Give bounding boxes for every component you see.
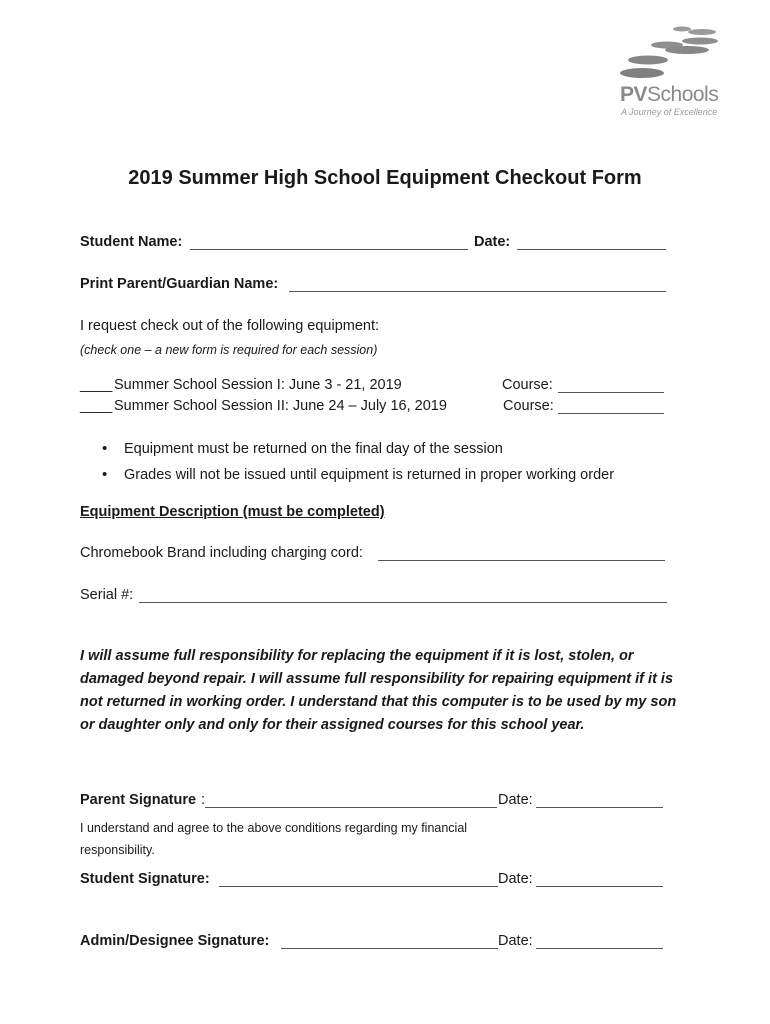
session-2-label: Summer School Session II: June 24 – July 16, 2019 [114,398,447,414]
brand-tagline: A Journey of Excellence [621,107,718,117]
parent-name-field[interactable] [289,291,666,292]
student-signature-field[interactable] [219,886,498,887]
student-name-field[interactable] [190,249,468,250]
admin-signature-label: Admin/Designee Signature: [80,933,270,949]
parent-date-label: Date: [498,792,533,808]
student-date-label: Date: [498,871,533,887]
parent-name-label: Print Parent/Guardian Name: [80,276,279,292]
session-2-course-label: Course: [503,398,554,414]
chromebook-label: Chromebook Brand including charging cord: [80,545,363,561]
equipment-heading: Equipment Description (must be completed) [80,504,385,520]
session-1-course-field[interactable] [558,392,664,393]
parent-agreement-note: I understand and agree to the above conditions regarding my financial responsibility. [80,821,468,857]
chromebook-field[interactable] [378,560,665,561]
bullet-icon: • [102,440,108,457]
session-2-blank[interactable]: ____ [80,398,113,414]
request-text: I request check out of the following equipment: [80,318,380,334]
responsibility-statement: I will assume full responsibility for replacing the equipment if it is lost, stolen, or damaged beyond repair. I will assume full responsibility for repairing equipment if it is not returned in working order. I understand that this computer is to be used by my son or daughter only and only for their assigned courses for this school year. [80,648,677,733]
session-1-label: Summer School Session I: June 3 - 21, 2019 [114,377,402,393]
session-2-course-field[interactable] [558,413,664,414]
serial-field[interactable] [139,602,667,603]
bullet-item: Equipment must be returned on the final day of the session [124,441,503,457]
student-name-label: Student Name: [80,234,183,250]
admin-date-field[interactable] [536,948,663,949]
bullet-icon: • [102,466,108,483]
admin-signature-field[interactable] [281,948,498,949]
request-note: (check one – a new form is required for each session) [80,343,378,357]
parent-signature-colon: : [201,792,206,808]
bullet-item: Grades will not be issued until equipment is returned in proper working order [124,467,615,483]
date-label: Date: [474,234,511,250]
serial-label: Serial #: [80,587,134,603]
student-date-field[interactable] [536,886,663,887]
form-title: 2019 Summer High School Equipment Checkout Form [128,167,642,189]
parent-date-field[interactable] [536,807,663,808]
student-signature-label: Student Signature: [80,871,210,887]
date-field[interactable] [517,249,666,250]
parent-signature-field[interactable] [205,807,497,808]
parent-signature-label: Parent Signature [80,792,197,808]
session-1-course-label: Course: [502,377,553,393]
admin-date-label: Date: [498,933,533,949]
session-1-blank[interactable]: ____ [80,377,113,393]
brand-name: PVSchools [620,83,719,106]
